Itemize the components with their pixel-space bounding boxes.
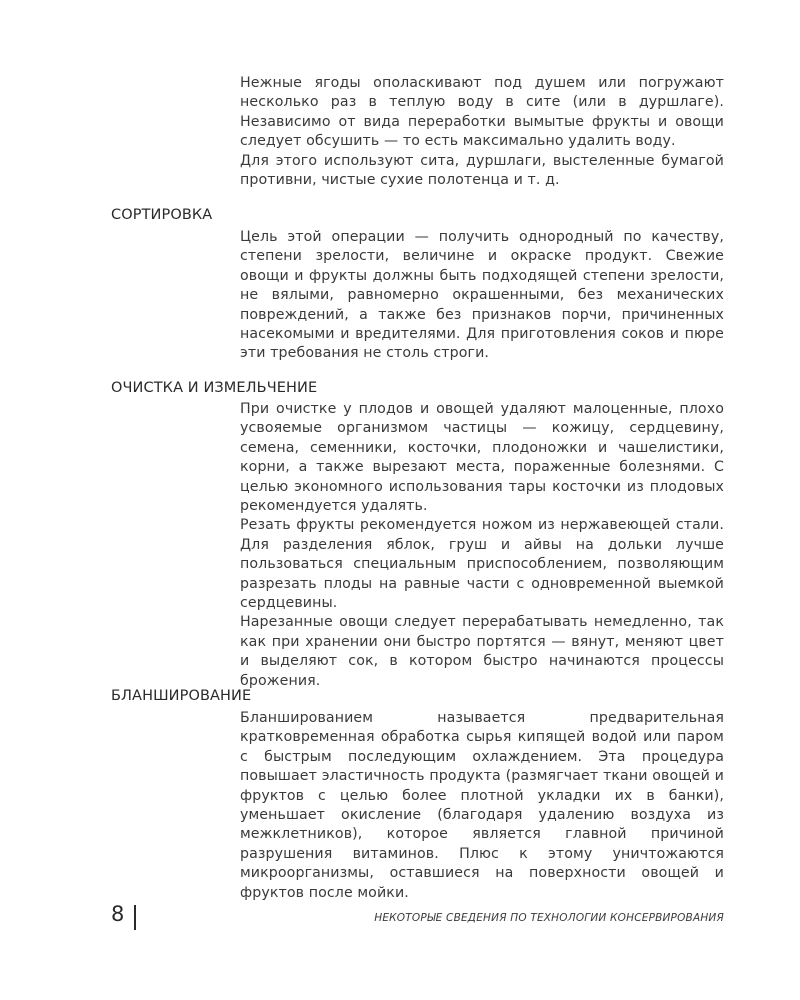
body-text-column: [240, 74, 724, 190]
running-title: НЕКОТОРЫЕ СВЕДЕНИЯ ПО ТЕХНОЛОГИИ КОНСЕРВИРОВАНИЯ: [374, 912, 724, 924]
section-heading-sorting: СОРТИРОВКА: [111, 207, 213, 223]
paragraph: Для этого используют сита, дуршлаги, выстеленные бумагой противни, чистые сухие полотенца и т. д.: [240, 152, 724, 189]
paragraph: Цель этой операции — получить однородный по качеству, степени зрелости, величине и окраске продукт. Свежие овощи и фрукты должны быть подходящей степени зрелости, не вялыми, равномерно окрашенными, без механических повреждений, а также без признаков порчи, причиненных насекомыми и вредителями. Для приготовления соков и пюре эти требования не столь строги.: [240, 229, 724, 362]
paragraph: Бланшированием называется предварительная кратковременная обработка сырья кипящей водой или паром с быстрым последующим охлаждением. Эта процедура повышает эластичность продукта (размягчает ткани овощей и фруктов с целью более плотной укладки их в банки), уменьшает окисление (благодаря удалению воздуха из межклетников), которое является главной причиной разрушения витаминов. Плюс к этому уничтожаются микроорганизмы, оставшиеся на поверхности овощей и фруктов после мойки.: [240, 710, 724, 901]
footer-divider: [134, 905, 136, 930]
paragraph: Нежные ягоды ополаскивают под душем или погружают несколько раз в теплую воду в сите (или в дуршлаге). Независимо от вида переработки вымытые фрукты и овощи следует обсушить — то есть максимально удалить воду.: [240, 75, 724, 150]
section-body-cleaning: [240, 400, 724, 691]
page-number: 8: [111, 902, 125, 926]
section-heading-blanching: БЛАНШИРОВАНИЕ: [111, 688, 252, 704]
section-heading-cleaning: ОЧИСТКА И ИЗМЕЛЬЧЕНИЕ: [111, 380, 318, 396]
paragraph: Нарезанные овощи следует перерабатывать немедленно, так как при хранении они быстро портятся — вянут, меняют цвет и выделяют сок, в котором быстро начинаются процессы брожения.: [240, 614, 724, 689]
paragraph: Резать фрукты рекомендуется ножом из нержавеющей стали. Для разделения яблок, груш и айвы на дольки лучше пользоваться специальным приспособлением, позволяющим разрезать плоды на равные части с одновременной выемкой сердцевины.: [240, 517, 724, 612]
section-body-sorting: [240, 228, 724, 364]
section-body-blanching: [240, 709, 724, 903]
paragraph: При очистке у плодов и овощей удаляют малоценные, плохо усвояемые организмом частицы — кожицу, сердцевину, семена, семенники, косточки, плодоножки и чашелистики, корни, а также вырезают места, пораженные болезнями. С целью экономного использования тары косточки из плодовых рекомендуется удалять.: [240, 401, 724, 515]
